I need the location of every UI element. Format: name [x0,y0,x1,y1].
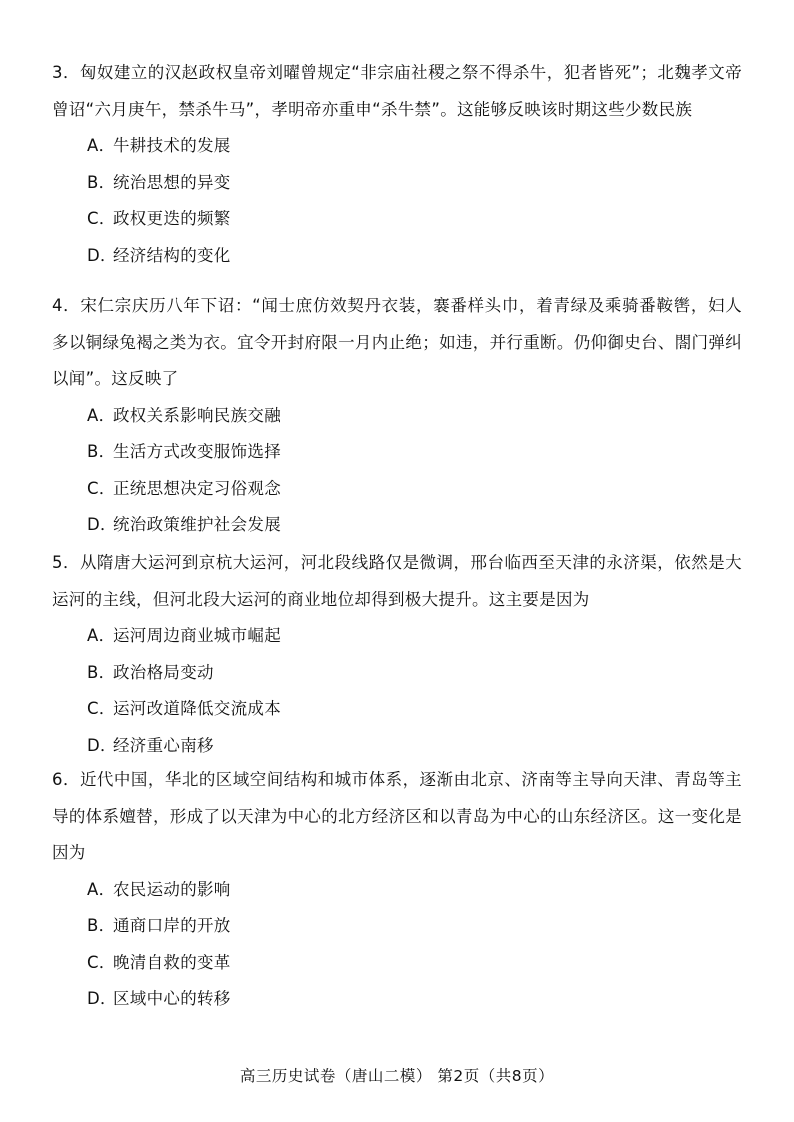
option-c [52,691,742,728]
option-c [52,201,742,238]
option-c [52,471,742,508]
option-text: 正统思想决定习俗观念 [113,478,281,498]
option-list [52,872,742,1018]
option-key: B． [87,172,116,192]
option-key: C． [87,952,116,972]
question-5 [52,545,742,764]
question-stem: 4．宋仁宗庆历八年下诏：“闻士庶仿效契丹衣装，褰番样头巾，着青绿及乘骑番鞍辔，妇人多以铜绿兔褐之类为衣。宜令开封府限一月内止绝；如违，并行重断。仍仰御史台、閤门弹纠以闻”。这反映了 [52,296,742,388]
option-b [52,655,742,692]
option-text: 统治思想的异变 [113,172,231,192]
option-key: A． [87,626,116,645]
option-key: C． [87,699,116,718]
option-text: 晚清自救的变革 [113,952,231,972]
option-b [52,908,742,945]
option-d [52,981,742,1018]
question-stem: 5．从隋唐大运河到京杭大运河，河北段线路仅是微调，邢台临西至天津的永济渠，依然是大运河的主线，但河北段大运河的商业地位却得到极大提升。这主要是因为 [52,553,742,609]
option-list [52,128,742,274]
option-list [52,618,742,764]
option-text: 经济结构的变化 [113,245,231,265]
option-key: B． [87,662,116,682]
option-text: 运河周边商业城市崛起 [113,626,281,645]
option-text: 经济重心南移 [113,735,214,755]
question-stem: 3．匈奴建立的汉赵政权皇帝刘曜曾规定“非宗庙社稷之祭不得杀牛，犯者皆死”；北魏孝文帝曾诏“六月庚午，禁杀牛马”，孝明帝亦重申“杀牛禁”。这能够反映该时期这些少数民族 [52,63,742,119]
option-key: D． [87,515,117,534]
question-stem: 6．近代中国，华北的区域空间结构和城市体系，逐渐由北京、济南等主导向天津、青岛等主导的体系嬗替，形成了以天津为中心的北方经济区和以青岛为中心的山东经济区。这一变化是因为 [52,770,742,862]
option-text: 通商口岸的开放 [113,916,231,935]
option-d [52,728,742,765]
question-4 [52,288,742,544]
option-key: A． [87,879,116,899]
option-key: C． [87,478,116,498]
question-3 [52,55,742,274]
option-text: 政权关系影响民族交融 [113,405,281,425]
option-text: 统治政策维护社会发展 [113,515,281,534]
option-text: 区域中心的转移 [113,989,231,1008]
option-d [52,507,742,544]
option-b [52,165,742,202]
option-key: D． [87,245,117,265]
option-key: D． [87,989,117,1008]
option-text: 农民运动的影响 [113,879,231,899]
option-key: B． [87,442,116,461]
option-a [52,128,742,165]
option-a [52,398,742,435]
page-footer: 高三历史试卷（唐山二模） 第2页（共8页） [239,1067,555,1085]
option-b [52,434,742,471]
option-text: 政权更迭的频繁 [113,209,231,228]
option-key: B． [87,916,116,935]
option-key: D． [87,735,117,755]
option-text: 运河改道降低交流成本 [113,699,281,718]
option-text: 牛耕技术的发展 [113,136,231,155]
option-text: 生活方式改变服饰选择 [113,442,281,461]
option-c [52,945,742,982]
option-d [52,238,742,275]
option-a [52,872,742,909]
option-key: C． [87,209,116,228]
option-list [52,398,742,544]
option-key: A． [87,405,116,425]
option-text: 政治格局变动 [113,662,214,682]
option-key: A． [87,136,116,155]
option-a [52,618,742,655]
question-6 [52,762,742,1018]
